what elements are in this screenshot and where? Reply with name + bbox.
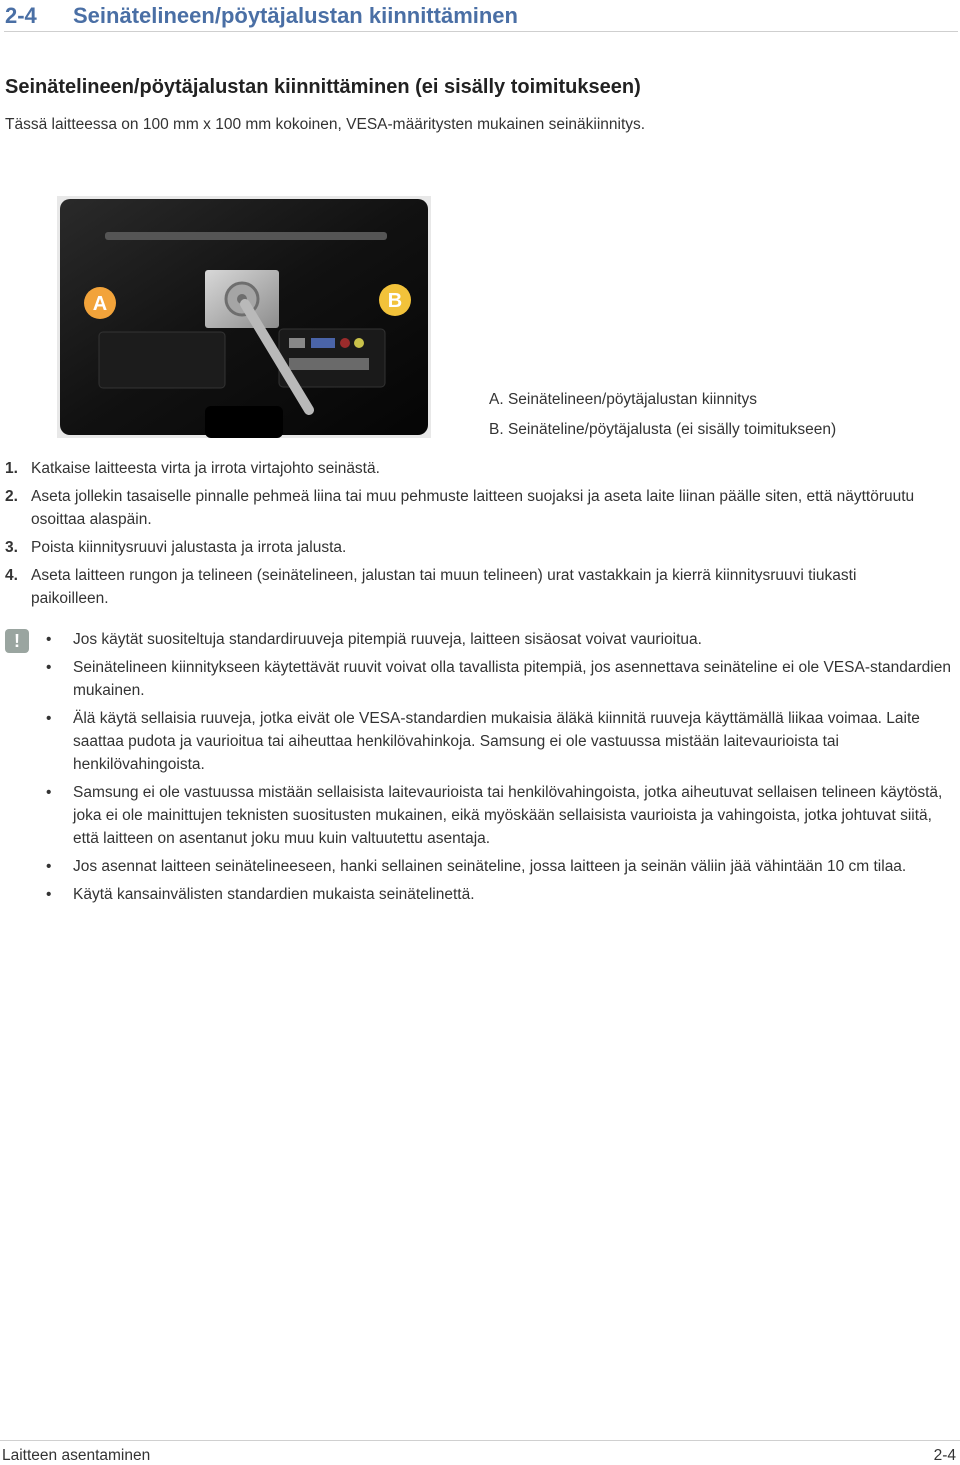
note-text: Älä käytä sellaisia ruuveja, jotka eivät ole VESA-standardien mukaisia äläkä kiinnitä ruuveja käyttämällä liikaa voimaa. Laite saattaa pudota ja vaurioitua tai aiheuttaa henkilövahinkoja. Samsung ei ole vastuussa mistään laitevaurioista tai henkilövahingoista. xyxy=(73,710,920,773)
step-text: Poista kiinnitysruuvi jalustasta ja irrota jalusta. xyxy=(31,539,347,556)
step-text: Aseta jollekin tasaiselle pinnalle pehmeä liina tai muu pehmuste laitteen suojaksi ja aseta laite liinan päälle siten, että näyttöruutu osoittaa alaspäin. xyxy=(31,488,915,528)
step-number: 4. xyxy=(5,567,18,584)
note-item xyxy=(44,707,954,776)
port xyxy=(354,338,364,348)
step-item xyxy=(5,564,935,610)
step-text: Katkaise laitteesta virta ja irrota virtajohto seinästä. xyxy=(31,460,380,477)
note-text: Samsung ei ole vastuussa mistään sellaisista laitevaurioista tai henkilövahingoista, jotka aiheutuvat sellaisen telineen käytöstä, joka ei ole mainittujen teknisten suositusten mukainen, eikä myöskään sellaisista vaurioista ja vahingoista, jotka johtuvat siitä, että laitteen on asentanut joku muu kuin valtuutettu asentaja. xyxy=(73,784,943,847)
note-item xyxy=(44,855,954,878)
note-text: Seinätelineen kiinnitykseen käytettävät ruuvit voivat olla tavallista pitempiä, jos asennettava seinäteline ei ole VESA-standardien mukainen. xyxy=(73,659,951,699)
stand-neck xyxy=(205,406,283,438)
note-text: Jos käytät suositeltuja standardiruuveja pitempiä ruuveja, laitteen sisäosat voivat vaurioitua. xyxy=(73,631,702,648)
subsection-title: Seinätelineen/pöytäjalustan kiinnittäminen (ei sisälly toimitukseen) xyxy=(5,76,641,98)
step-text: Aseta laitteen rungon ja telineen (seinätelineen, jalustan tai muun telineen) urat vastakkain ja kierrä kiinnitysruuvi tiukasti paikoilleen. xyxy=(31,567,857,607)
bullet-icon: • xyxy=(46,886,52,903)
port xyxy=(340,338,350,348)
legend-a: A. Seinätelineen/pöytäjalustan kiinnitys xyxy=(489,391,757,408)
intro-text: Tässä laitteessa on 100 mm x 100 mm kokoinen, VESA-määritysten mukainen seinäkiinnitys. xyxy=(5,116,646,133)
step-number: 1. xyxy=(5,460,18,477)
step-item xyxy=(5,457,935,480)
step-list xyxy=(5,457,935,615)
bullet-icon: • xyxy=(46,659,52,676)
bullet-icon: • xyxy=(46,710,52,727)
section-header xyxy=(4,2,958,32)
note-list xyxy=(44,628,954,911)
port xyxy=(289,338,305,348)
legend-b: B. Seinäteline/pöytäjalusta (ei sisälly toimitukseen) xyxy=(489,421,837,438)
section-number: 2-4 xyxy=(5,3,37,28)
step-number: 2. xyxy=(5,488,18,505)
bullet-icon: • xyxy=(46,784,52,801)
step-number: 3. xyxy=(5,539,18,556)
caution-icon: ! xyxy=(5,629,29,653)
page-footer xyxy=(0,1440,960,1463)
note-text: Jos asennat laitteen seinätelineeseen, hanki sellainen seinäteline, jossa laitteen ja seinän väliin jää vähintään 10 cm tilaa. xyxy=(73,858,907,875)
marker-a-label: A xyxy=(92,293,108,315)
note-text: Käytä kansainvälisten standardien mukaista seinätelinettä. xyxy=(73,886,475,903)
bullet-icon: • xyxy=(46,858,52,875)
footer-chapter: Laitteen asentaminen xyxy=(2,1447,151,1464)
monitor-back-illustration xyxy=(57,196,431,438)
monitor-back-figure xyxy=(57,196,431,438)
step-item xyxy=(5,536,935,559)
step-item xyxy=(5,485,935,531)
marker-b-label: B xyxy=(387,290,403,312)
vent-grille xyxy=(105,232,387,240)
rear-panel-left xyxy=(99,332,225,388)
bullet-icon: • xyxy=(46,631,52,648)
note-item xyxy=(44,781,954,850)
note-item xyxy=(44,656,954,702)
note-item xyxy=(44,628,954,651)
port xyxy=(311,338,335,348)
note-item xyxy=(44,883,954,906)
footer-page-number: 2-4 xyxy=(933,1447,956,1464)
section-title: Seinätelineen/pöytäjalustan kiinnittäminen xyxy=(73,3,518,28)
port-row xyxy=(289,358,369,370)
